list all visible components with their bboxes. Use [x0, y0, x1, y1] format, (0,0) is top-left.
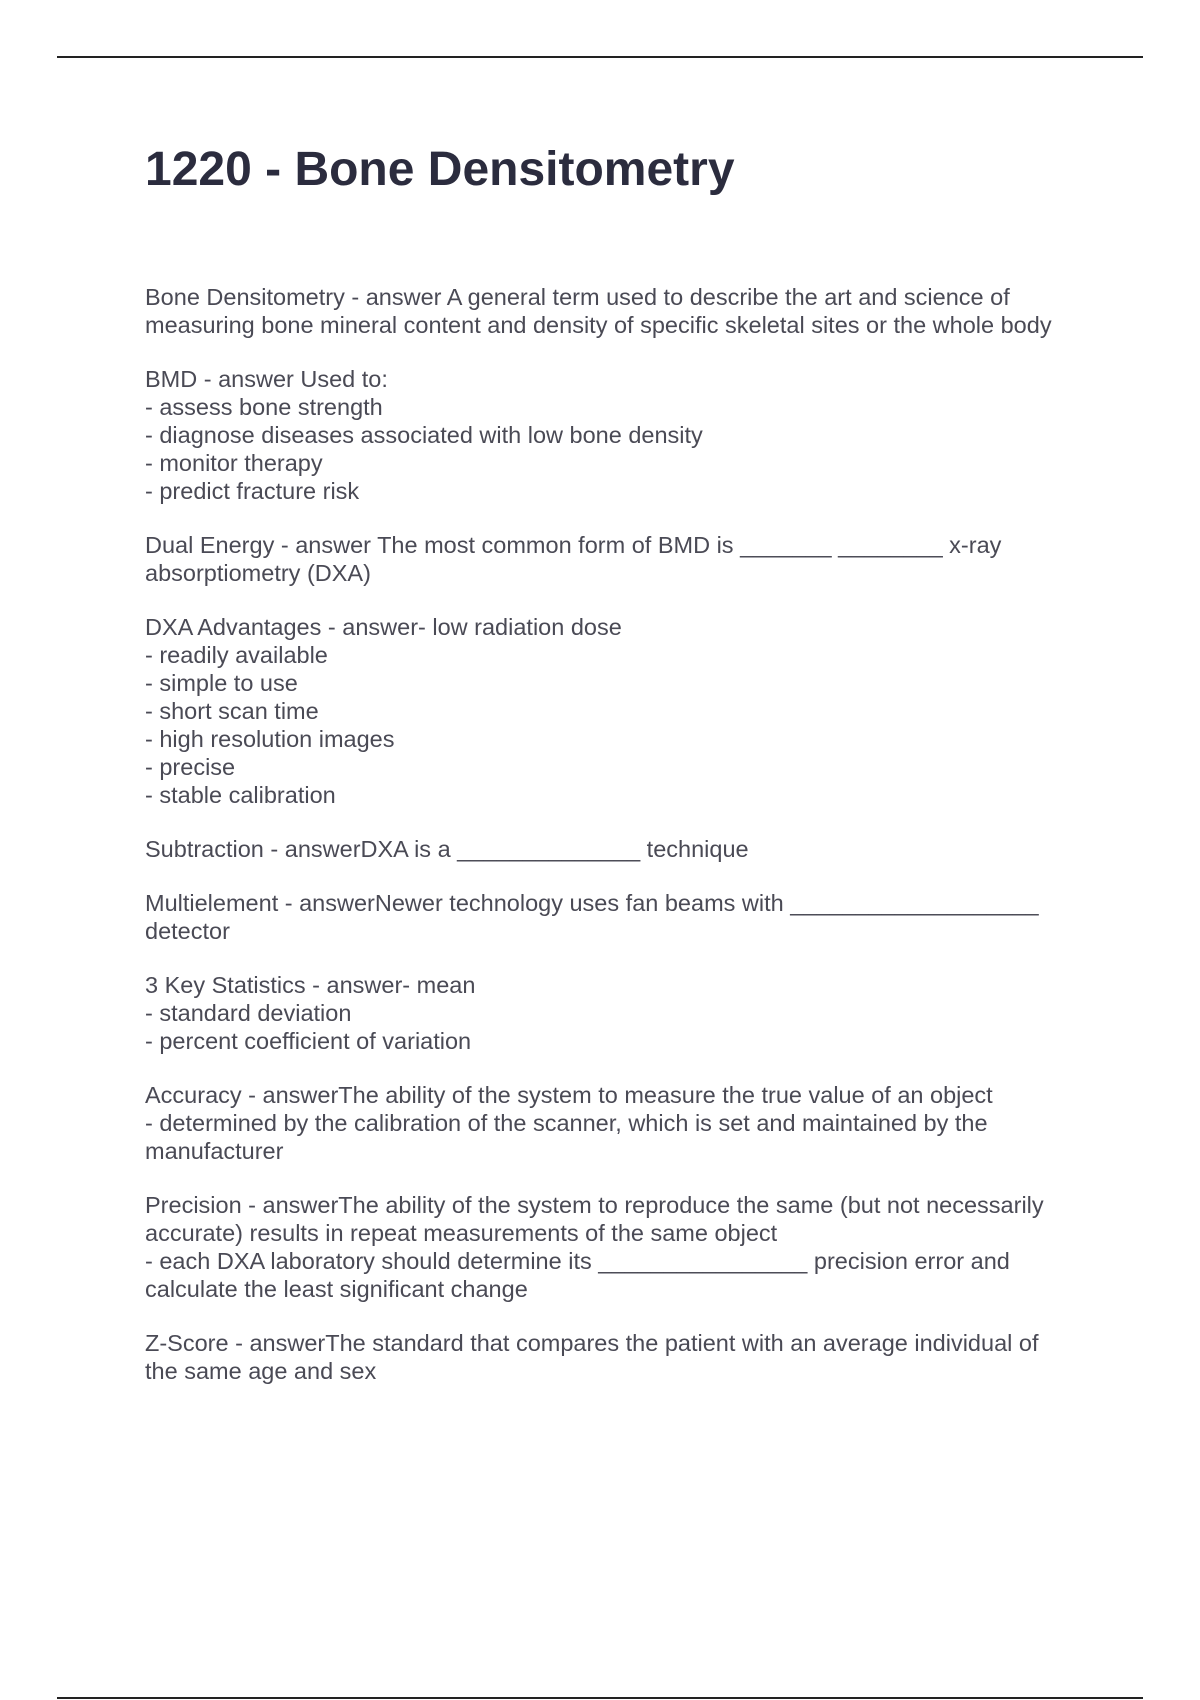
flashcard-entry: [145, 1329, 1095, 1385]
flashcard-entry: [145, 835, 1095, 863]
entry-line: - precise: [145, 754, 236, 780]
entry-line: Multielement - answerNewer technology uses fan beams with ___________________: [145, 890, 1039, 916]
flashcard-entry: [145, 531, 1095, 587]
entry-line: accurate) results in repeat measurements of the same object: [145, 1220, 778, 1246]
entry-line: - stable calibration: [145, 782, 336, 808]
entry-line: detector: [145, 918, 230, 944]
flashcard-entry: [145, 283, 1095, 339]
page-title: 1220 - Bone Densitometry: [145, 143, 735, 196]
entry-line: - diagnose diseases associated with low bone density: [145, 422, 703, 448]
entry-line: manufacturer: [145, 1138, 284, 1164]
entry-line: - predict fracture risk: [145, 478, 360, 504]
flashcard-list: [145, 283, 1095, 1411]
entry-line: - assess bone strength: [145, 394, 383, 420]
entry-line: - short scan time: [145, 698, 319, 724]
flashcard-entry: [145, 613, 1095, 809]
flashcard-entry: [145, 1191, 1095, 1303]
entry-line: - high resolution images: [145, 726, 395, 752]
entry-line: BMD - answer Used to:: [145, 366, 388, 392]
flashcard-entry: [145, 1081, 1095, 1165]
entry-line: - monitor therapy: [145, 450, 323, 476]
entry-line: - determined by the calibration of the scanner, which is set and maintained by the: [145, 1110, 988, 1136]
flashcard-entry: [145, 971, 1095, 1055]
bottom-rule: [57, 1697, 1143, 1699]
entry-line: Z-Score - answerThe standard that compares the patient with an average individual of: [145, 1330, 1039, 1356]
entry-line: Precision - answerThe ability of the system to reproduce the same (but not necessarily: [145, 1192, 1044, 1218]
entry-line: 3 Key Statistics - answer- mean: [145, 972, 476, 998]
entry-line: measuring bone mineral content and density of specific skeletal sites or the whole body: [145, 312, 1052, 338]
entry-line: - simple to use: [145, 670, 298, 696]
entry-line: Bone Densitometry - answer A general term used to describe the art and science of: [145, 284, 1010, 310]
entry-line: - standard deviation: [145, 1000, 352, 1026]
flashcard-entry: [145, 365, 1095, 505]
entry-line: Accuracy - answerThe ability of the system to measure the true value of an object: [145, 1082, 993, 1108]
entry-line: - each DXA laboratory should determine its ________________ precision error and: [145, 1248, 1010, 1274]
flashcard-entry: [145, 889, 1095, 945]
entry-line: calculate the least significant change: [145, 1276, 528, 1302]
entry-line: - percent coefficient of variation: [145, 1028, 472, 1054]
entry-line: the same age and sex: [145, 1358, 377, 1384]
entry-line: Subtraction - answerDXA is a ______________ technique: [145, 836, 749, 862]
entry-line: absorptiometry (DXA): [145, 560, 371, 586]
entry-line: DXA Advantages - answer- low radiation dose: [145, 614, 622, 640]
top-rule: [57, 56, 1143, 58]
entry-line: Dual Energy - answer The most common form of BMD is _______ ________ x-ray: [145, 532, 1002, 558]
entry-line: - readily available: [145, 642, 328, 668]
